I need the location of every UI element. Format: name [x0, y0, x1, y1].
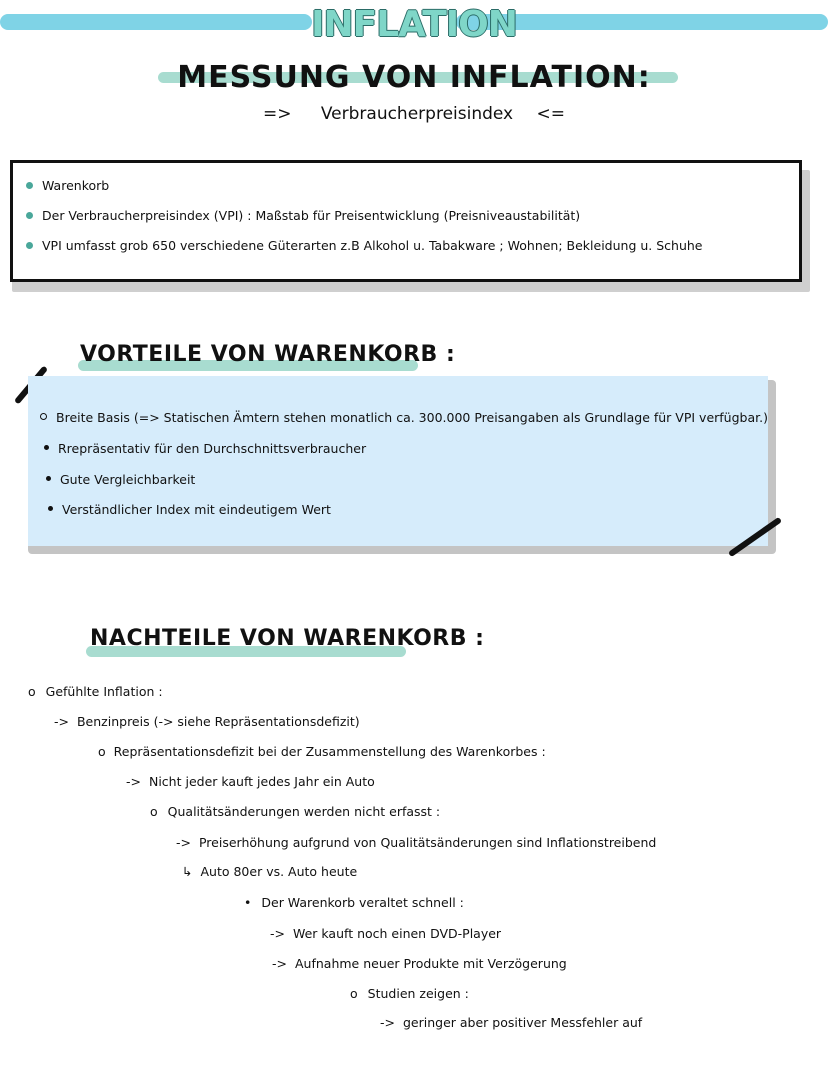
list-item: -> Nicht jeder kauft jedes Jahr ein Auto [126, 774, 375, 789]
subheading-text: Verbraucherpreisindex [320, 104, 514, 124]
list-item: -> Aufnahme neuer Produkte mit Verzögerung [272, 956, 567, 971]
subheading [0, 104, 828, 124]
list-item: o Repräsentationsdefizit bei der Zusammenstellung des Warenkorbes : [98, 744, 546, 759]
intro-item: Der Verbraucherpreisindex (VPI) : Maßstab für Preisentwicklung (Preisniveaustabilität) [26, 208, 580, 223]
list-item: • Der Warenkorb veraltet schnell : [244, 895, 464, 910]
list-item: -> Preiserhöhung aufgrund von Qualitätsänderungen sind Inflationstreibend [176, 835, 657, 850]
list-item: o Gefühlte Inflation : [28, 684, 163, 699]
list-item: -> Benzinpreis (-> siehe Repräsentationsdefizit) [54, 714, 360, 729]
bullet-dot [26, 242, 33, 249]
list-item: ↳ Auto 80er vs. Auto heute [182, 864, 358, 879]
advantage-item: Verständlicher Index mit eindeutigem Wert [48, 502, 331, 517]
intro-item: Warenkorb [26, 178, 109, 193]
advantage-item: Breite Basis (=> Statischen Ämtern stehen monatlich ca. 300.000 Preisangaben als Grundlage für VPI verfügbar.) [40, 410, 768, 425]
subheading-left-arrow: => [262, 104, 292, 124]
bullet-dot [44, 445, 49, 450]
intro-item: VPI umfasst grob 650 verschiedene Güterarten z.B Alkohol u. Tabakware ; Wohnen; Bekleidung u. Schuhe [26, 238, 703, 253]
main-heading: MESSUNG VON INFLATION: [177, 60, 651, 95]
advantages-box [28, 376, 768, 546]
list-item: -> Wer kauft noch einen DVD-Player [270, 926, 502, 941]
bullet-circle [40, 413, 47, 420]
advantage-item: Gute Vergleichbarkeit [46, 472, 195, 487]
list-item: -> geringer aber positiver Messfehler auf [380, 1015, 643, 1030]
advantage-item: Rrepräsentativ für den Durchschnittsverbraucher [44, 441, 366, 456]
bullet-dot [48, 506, 53, 511]
page-title: INFLATION [311, 4, 517, 45]
advantages-title: VORTEILE VON WARENKORB : [80, 342, 456, 367]
disadvantages-title: NACHTEILE VON WARENKORB : [90, 626, 485, 651]
bullet-dot [46, 476, 51, 481]
list-item: o Studien zeigen : [350, 986, 469, 1001]
list-item: o Qualitätsänderungen werden nicht erfasst : [150, 804, 441, 819]
bullet-dot [26, 212, 33, 219]
bullet-dot [26, 182, 33, 189]
subheading-right-arrow: <= [536, 104, 566, 124]
